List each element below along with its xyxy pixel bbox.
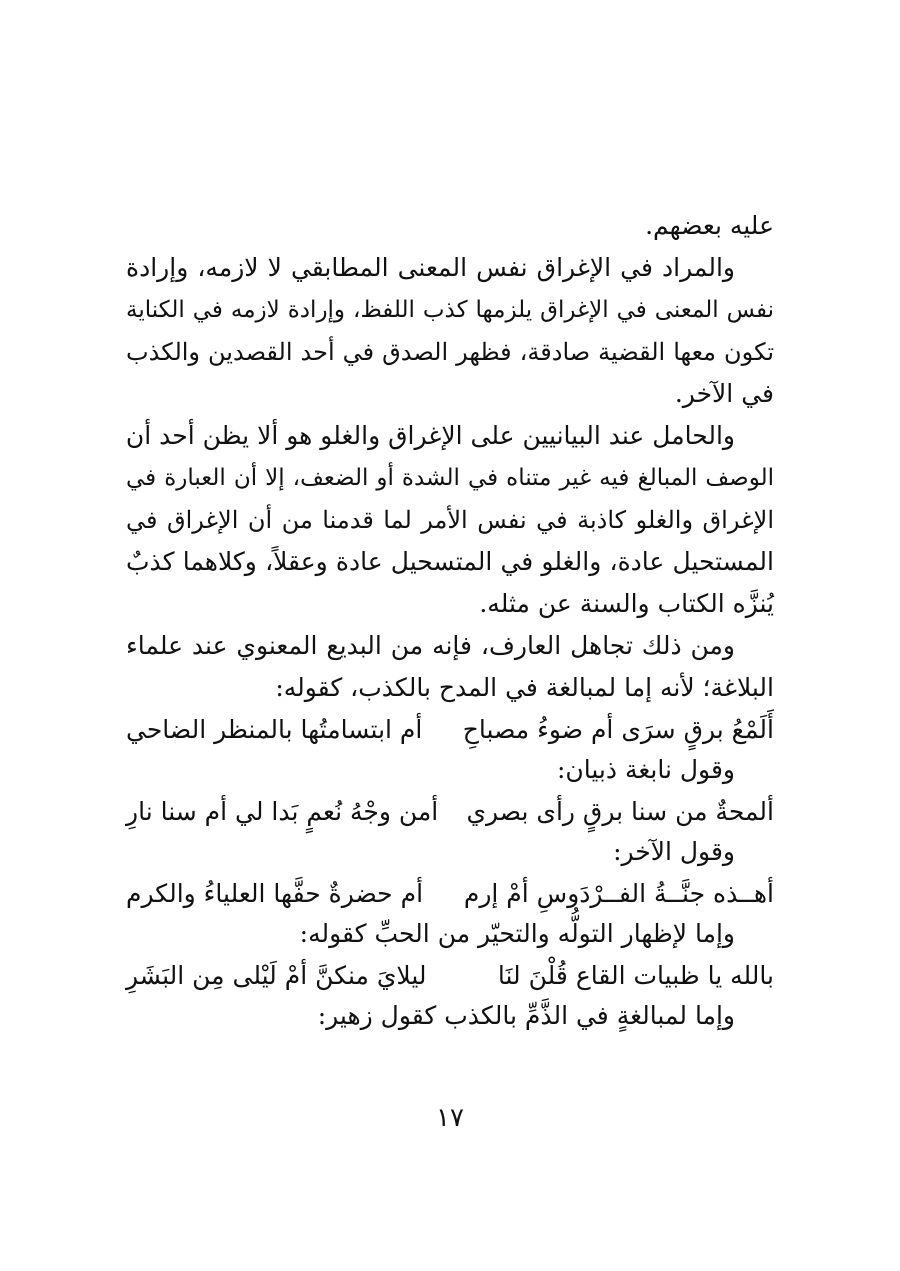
verse-intro: وقول نابغة ذبيان: — [556, 755, 735, 784]
text-line: في الآخر. — [674, 379, 774, 408]
text-line: البلاغة؛ لأنه إما لمبالغة في المدح بالكذب، كقوله: — [275, 673, 774, 702]
text-line: الوصف المبالغ فيه غير متناه في الشدة أو الضعف، إلا أن العبارة في — [126, 465, 774, 491]
verse-4-second-hemistich: ليلايَ منكنَّ أمْ لَيْلى مِن البَشَرِ — [126, 961, 427, 990]
verse-1-second-hemistich: أم ابتسامتُها بالمنظر الضاحي — [126, 715, 423, 744]
text-line: تكون معها القضية صادقة، فظهر الصدق في أحد القصدين والكذب — [126, 338, 774, 366]
paragraph-start-line: والمراد في الإغراق نفس المعنى المطابقي لا لازمه، وإرادة — [126, 253, 735, 282]
verse-2-first-hemistich: ألمحةٌ من سنا برقٍ رأى بصري — [466, 797, 774, 826]
text-line: المستحيل عادة، والغلو في المتسحيل عادة وعقلاً، وكلاهما كذبٌ — [126, 547, 774, 576]
verse-intro: وقول الآخر: — [613, 837, 735, 866]
page-number: ١٧ — [436, 1103, 464, 1133]
verse-intro: وإما لمبالغةٍ في الذَّمِّ بالكذب كقول زهير: — [317, 1001, 735, 1030]
verse-4-first-hemistich: بالله يا ظبيات القاع قُلْنَ لنَا — [497, 961, 774, 990]
text-line: الإغراق والغلو كاذبة في نفس الأمر لما قدمنا من أن الإغراق في — [126, 506, 774, 534]
paragraph-start-line: والحامل عند البيانيين على الإغراق والغلو هو ألا يظن أحد أن — [125, 421, 735, 450]
verse-intro: وإما لإظهار التولُّه والتحيّر من الحبِّ كقوله: — [299, 919, 735, 948]
verse-3-second-hemistich: أم حضرةٌ حفَّها العلياءُ والكرم — [126, 879, 424, 908]
verse-3-first-hemistich: أهــذه جنَّــةُ الفــرْدَوسِ أمْ إرم — [463, 879, 774, 908]
verse-2-second-hemistich: أمن وجْهُ نُعمٍ بَدا لي أم سنا نارِ — [126, 797, 439, 826]
paragraph-start-line: ومن ذلك تجاهل العارف، فإنه من البديع المعنوي عند علماء — [126, 631, 735, 660]
text-line: عليه بعضهم. — [645, 211, 774, 240]
text-line: نفس المعنى في الإغراق يلزمها كذب اللفظ، وإرادة لازمه في الكناية — [126, 297, 774, 323]
text-line: يُنزَّه الكتاب والسنة عن مثله. — [479, 589, 774, 618]
verse-1-first-hemistich: أَلَمْعُ برقٍ سرَى أم ضوءُ مصباحِ — [462, 715, 774, 744]
